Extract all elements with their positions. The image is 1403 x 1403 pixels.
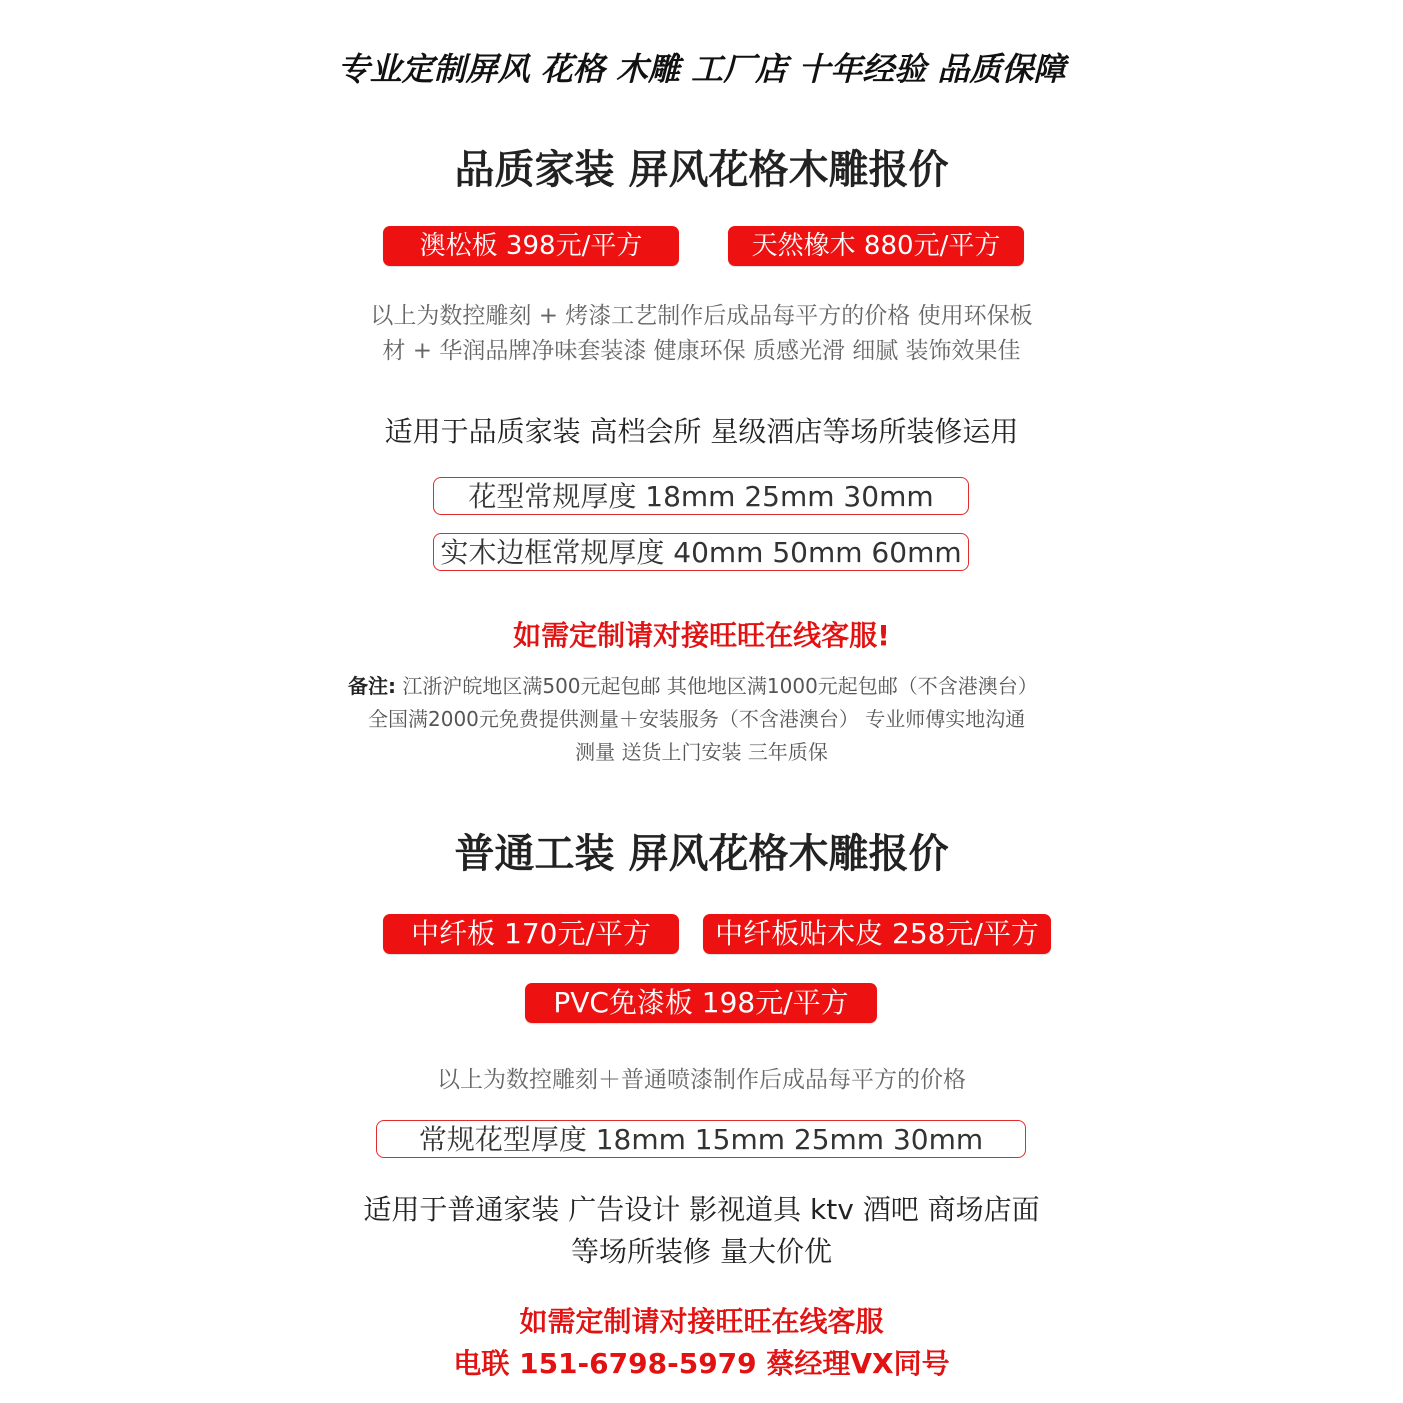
price-tag-mdf: 中纤板 170元/平方 — [383, 914, 679, 954]
standard-thickness-box: 常规花型厚度 18mm 15mm 25mm 30mm — [376, 1120, 1026, 1158]
premium-contact-text: 如需定制请对接旺旺在线客服! — [513, 619, 890, 652]
frame-thickness-box: 实木边框常规厚度 40mm 50mm 60mm — [433, 533, 969, 571]
phone-contact-line: 电联 151-6798-5979 蔡经理VX同号 — [453, 1347, 950, 1380]
standard-description: 以上为数控雕刻＋普通喷漆制作后成品每平方的价格 — [437, 1067, 966, 1093]
price-tag-aosong-board: 澳松板 398元/平方 — [383, 226, 679, 266]
note-label: 备注: — [348, 674, 396, 698]
shop-tagline: 专业定制屏风 花格 木雕 工厂店 十年经验 品质保障 — [337, 50, 1066, 88]
standard-usage-line2: 等场所装修 量大价优 — [571, 1235, 832, 1268]
shipping-note-line3: 测量 送货上门安装 三年质保 — [575, 740, 828, 764]
price-tag-pvc-board: PVC免漆板 198元/平方 — [525, 983, 877, 1023]
standard-section-title: 普通工装 屏风花格木雕报价 — [454, 831, 949, 877]
premium-description-line2: 材 + 华润品牌净味套装漆 健康环保 质感光滑 细腻 装饰效果佳 — [382, 338, 1021, 364]
shipping-note-line1 — [348, 670, 1038, 703]
premium-section-title: 品质家装 屏风花格木雕报价 — [454, 147, 949, 193]
standard-usage-line1: 适用于普通家装 广告设计 影视道具 ktv 酒吧 商场店面 — [363, 1193, 1040, 1226]
note-line1-text: 江浙沪皖地区满500元起包邮 其他地区满1000元起包邮（不含港澳台） — [402, 674, 1038, 698]
standard-contact-line1: 如需定制请对接旺旺在线客服 — [519, 1305, 884, 1338]
premium-description-line1: 以上为数控雕刻 + 烤漆工艺制作后成品每平方的价格 使用环保板 — [370, 303, 1033, 329]
premium-usage-text: 适用于品质家装 高档会所 星级酒店等场所装修运用 — [384, 415, 1019, 448]
shipping-note-line2: 全国满2000元免费提供测量＋安装服务（不含港澳台） 专业师傅实地沟通 — [368, 707, 1026, 731]
price-tag-mdf-veneer: 中纤板贴木皮 258元/平方 — [703, 914, 1051, 954]
pattern-thickness-box: 花型常规厚度 18mm 25mm 30mm — [433, 477, 969, 515]
price-tag-natural-oak: 天然橡木 880元/平方 — [728, 226, 1024, 266]
